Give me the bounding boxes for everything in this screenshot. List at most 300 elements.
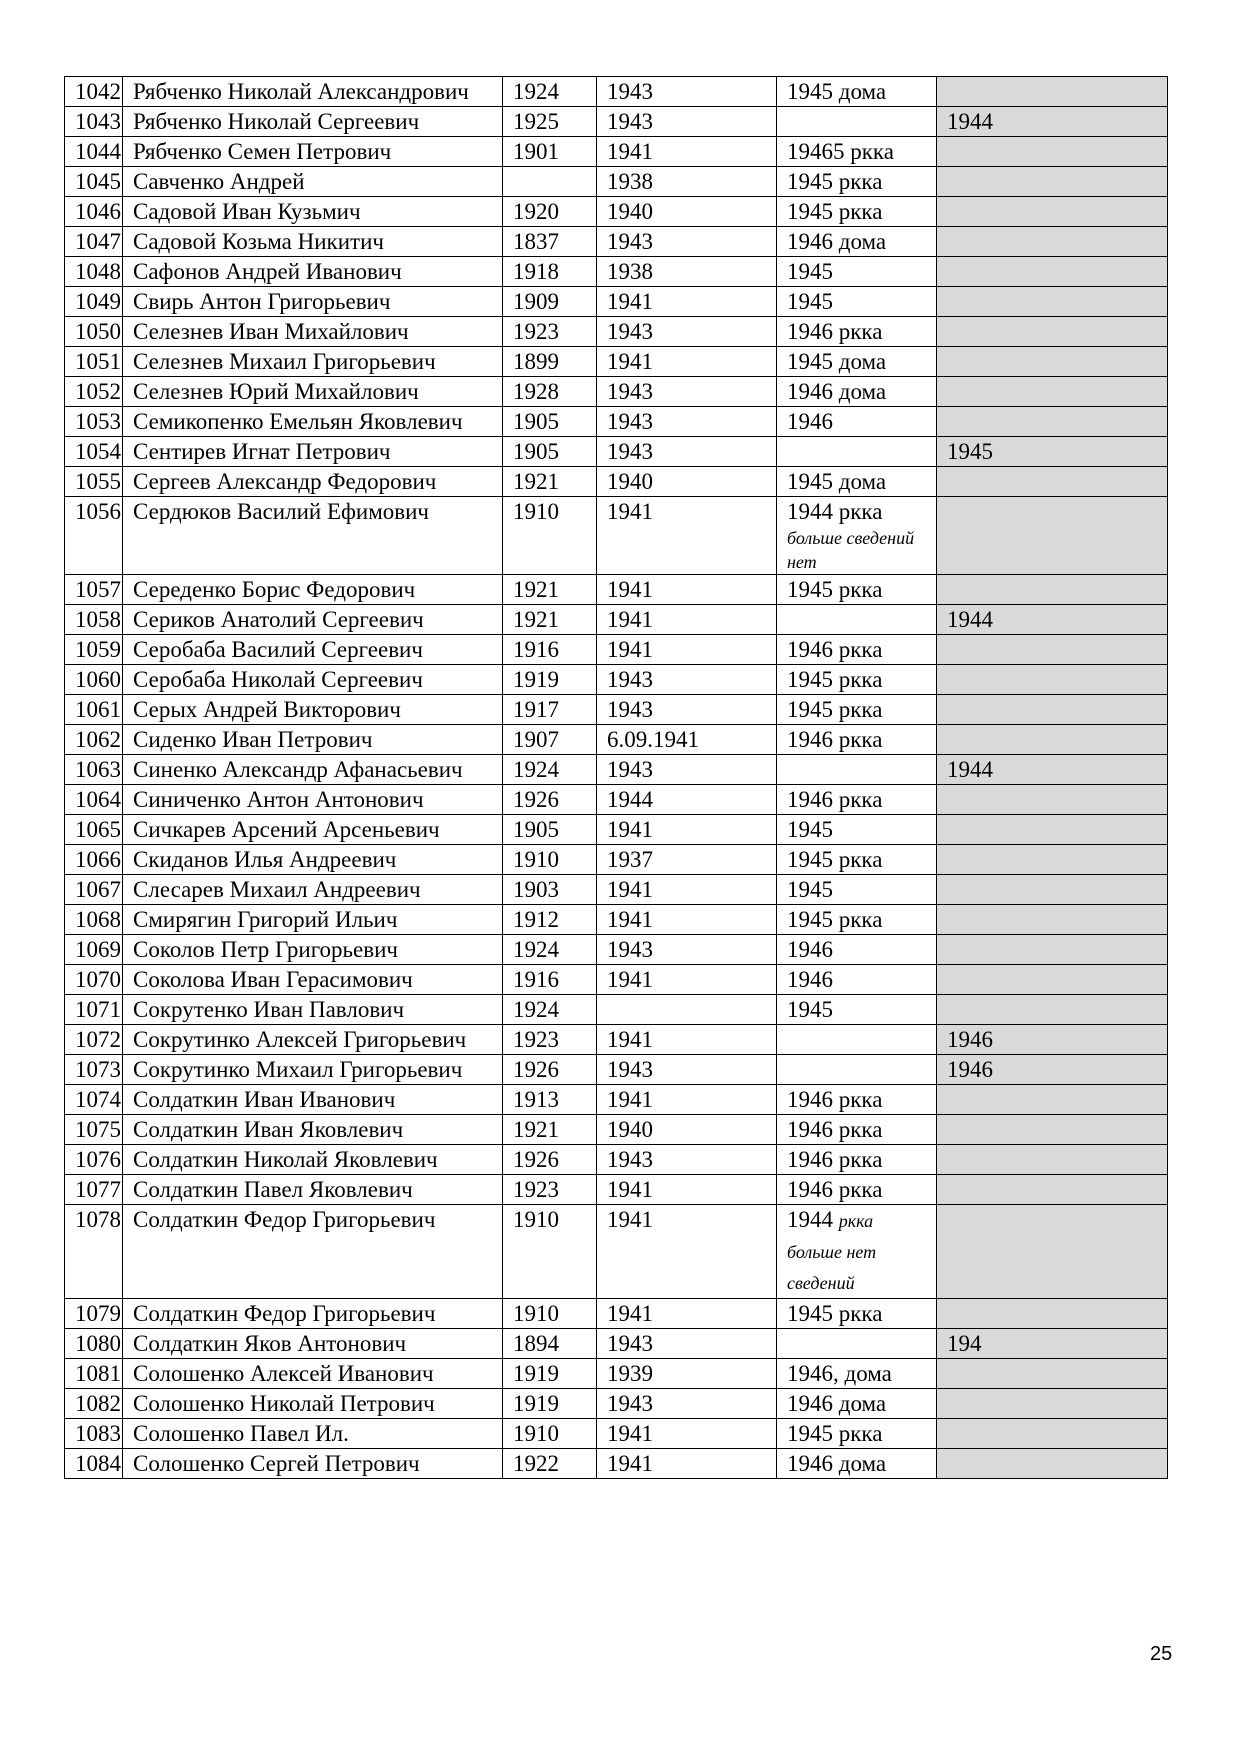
final-year	[937, 347, 1168, 377]
birth-year: 1912	[503, 905, 597, 935]
table-row	[65, 875, 1168, 905]
table-row	[65, 407, 1168, 437]
table-row	[65, 347, 1168, 377]
return-year: 1945	[787, 877, 833, 902]
final-year	[937, 1389, 1168, 1419]
return-info	[777, 665, 937, 695]
full-name: Солдаткин Федор Григорьевич	[123, 1205, 503, 1299]
return-info	[777, 1299, 937, 1329]
birth-year: 1909	[503, 287, 597, 317]
draft-year: 1941	[597, 1175, 777, 1205]
table-row	[65, 995, 1168, 1025]
return-info	[777, 257, 937, 287]
full-name: Селезнев Михаил Григорьевич	[123, 347, 503, 377]
record-number: 1060	[65, 665, 123, 695]
return-year: 1945	[787, 817, 833, 842]
birth-year: 1917	[503, 695, 597, 725]
record-number: 1047	[65, 227, 123, 257]
return-year: 1944 ркка	[787, 499, 883, 524]
draft-year: 1938	[597, 257, 777, 287]
record-number: 1080	[65, 1329, 123, 1359]
return-year: 1945 ркка	[787, 577, 883, 602]
return-info	[777, 167, 937, 197]
final-year	[937, 1145, 1168, 1175]
draft-year: 1941	[597, 905, 777, 935]
final-year	[937, 815, 1168, 845]
full-name: Солдаткин Павел Яковлевич	[123, 1175, 503, 1205]
draft-year: 1941	[597, 575, 777, 605]
final-year	[937, 1299, 1168, 1329]
draft-year: 1943	[597, 437, 777, 467]
birth-year: 1923	[503, 1025, 597, 1055]
record-number: 1059	[65, 635, 123, 665]
draft-year: 1943	[597, 1329, 777, 1359]
table-row	[65, 107, 1168, 137]
return-info	[777, 1419, 937, 1449]
final-year	[937, 1449, 1168, 1479]
return-info	[777, 437, 937, 467]
return-info	[777, 197, 937, 227]
records-table-body	[65, 77, 1168, 1479]
draft-year: 1941	[597, 635, 777, 665]
birth-year: 1910	[503, 845, 597, 875]
birth-year: 1922	[503, 1449, 597, 1479]
record-number: 1061	[65, 695, 123, 725]
return-info	[777, 287, 937, 317]
full-name: Солдаткин Федор Григорьевич	[123, 1299, 503, 1329]
final-year: 1946	[937, 1055, 1168, 1085]
return-year: 1946 ркка	[787, 1117, 883, 1142]
record-number: 1051	[65, 347, 123, 377]
return-info	[777, 1085, 937, 1115]
return-info	[777, 137, 937, 167]
record-number: 1042	[65, 77, 123, 107]
record-number: 1082	[65, 1389, 123, 1419]
full-name: Сиденко Иван Петрович	[123, 725, 503, 755]
return-info	[777, 347, 937, 377]
final-year	[937, 1359, 1168, 1389]
draft-year: 1939	[597, 1359, 777, 1389]
final-year	[937, 407, 1168, 437]
return-info	[777, 725, 937, 755]
full-name: Садовой Козьма Никитич	[123, 227, 503, 257]
draft-year: 1941	[597, 1449, 777, 1479]
birth-year: 1928	[503, 377, 597, 407]
full-name: Савченко Андрей	[123, 167, 503, 197]
draft-year: 1943	[597, 227, 777, 257]
record-number: 1053	[65, 407, 123, 437]
return-info	[777, 1359, 937, 1389]
draft-year: 1941	[597, 815, 777, 845]
return-info	[777, 407, 937, 437]
record-number: 1067	[65, 875, 123, 905]
draft-year	[597, 995, 777, 1025]
return-info	[777, 77, 937, 107]
draft-year: 1940	[597, 1115, 777, 1145]
return-info	[777, 1145, 937, 1175]
return-year: 1946 дома	[787, 229, 887, 254]
return-year: 1945	[787, 997, 833, 1022]
full-name: Солошенко Павел Ил.	[123, 1419, 503, 1449]
birth-year: 1921	[503, 1115, 597, 1145]
final-year	[937, 467, 1168, 497]
full-name: Сокрутинко Алексей Григорьевич	[123, 1025, 503, 1055]
final-year	[937, 965, 1168, 995]
final-year	[937, 845, 1168, 875]
record-number: 1065	[65, 815, 123, 845]
return-year: 1945 дома	[787, 79, 887, 104]
full-name: Рябченко Николай Сергеевич	[123, 107, 503, 137]
table-row	[65, 935, 1168, 965]
birth-year: 1926	[503, 1145, 597, 1175]
full-name: Сентирев Игнат Петрович	[123, 437, 503, 467]
draft-year: 1941	[597, 1025, 777, 1055]
final-year	[937, 575, 1168, 605]
return-note: ркка больше нет сведений	[787, 1211, 877, 1293]
birth-year: 1926	[503, 1055, 597, 1085]
draft-year: 1941	[597, 137, 777, 167]
return-year: 1946, дома	[787, 1361, 892, 1386]
final-year	[937, 665, 1168, 695]
table-row	[65, 1329, 1168, 1359]
table-row	[65, 1085, 1168, 1115]
table-row	[65, 725, 1168, 755]
table-row	[65, 1115, 1168, 1145]
return-info	[777, 377, 937, 407]
final-year	[937, 77, 1168, 107]
record-number: 1076	[65, 1145, 123, 1175]
record-number: 1078	[65, 1205, 123, 1299]
draft-year: 1943	[597, 107, 777, 137]
return-year: 1946 ркка	[787, 1147, 883, 1172]
final-year: 1946	[937, 1025, 1168, 1055]
return-info	[777, 845, 937, 875]
record-number: 1075	[65, 1115, 123, 1145]
draft-year: 1940	[597, 197, 777, 227]
birth-year: 1916	[503, 635, 597, 665]
record-number: 1043	[65, 107, 123, 137]
full-name: Сердюков Василий Ефимович	[123, 497, 503, 575]
birth-year: 1919	[503, 665, 597, 695]
draft-year: 1943	[597, 77, 777, 107]
full-name: Синиченко Антон Антонович	[123, 785, 503, 815]
return-year: 1945 дома	[787, 469, 887, 494]
full-name: Солдаткин Иван Яковлевич	[123, 1115, 503, 1145]
return-year: 19465 ркка	[787, 139, 894, 164]
final-year	[937, 995, 1168, 1025]
table-row	[65, 77, 1168, 107]
full-name: Серобаба Николай Сергеевич	[123, 665, 503, 695]
full-name: Солошенко Алексей Иванович	[123, 1359, 503, 1389]
final-year	[937, 935, 1168, 965]
table-row	[65, 755, 1168, 785]
draft-year: 1943	[597, 407, 777, 437]
return-info	[777, 107, 937, 137]
draft-year: 1943	[597, 755, 777, 785]
birth-year: 1905	[503, 437, 597, 467]
birth-year: 1926	[503, 785, 597, 815]
record-number: 1081	[65, 1359, 123, 1389]
return-year: 1945	[787, 289, 833, 314]
return-info	[777, 1329, 937, 1359]
draft-year: 1943	[597, 1145, 777, 1175]
return-year: 1946 ркка	[787, 1177, 883, 1202]
record-number: 1084	[65, 1449, 123, 1479]
full-name: Селезнев Иван Михайлович	[123, 317, 503, 347]
draft-year: 1941	[597, 965, 777, 995]
birth-year: 1921	[503, 575, 597, 605]
birth-year: 1913	[503, 1085, 597, 1115]
return-year: 1945 дома	[787, 349, 887, 374]
birth-year: 1924	[503, 77, 597, 107]
draft-year: 1941	[597, 287, 777, 317]
birth-year: 1837	[503, 227, 597, 257]
return-year: 1945 ркка	[787, 667, 883, 692]
draft-year: 6.09.1941	[597, 725, 777, 755]
table-row	[65, 1359, 1168, 1389]
table-row	[65, 845, 1168, 875]
full-name: Семикопенко Емельян Яковлевич	[123, 407, 503, 437]
final-year	[937, 695, 1168, 725]
birth-year: 1903	[503, 875, 597, 905]
return-info	[777, 497, 937, 575]
return-year: 1946 дома	[787, 1451, 887, 1476]
final-year	[937, 317, 1168, 347]
birth-year: 1910	[503, 497, 597, 575]
return-year: 1945 ркка	[787, 697, 883, 722]
full-name: Серых Андрей Викторович	[123, 695, 503, 725]
full-name: Солошенко Сергей Петрович	[123, 1449, 503, 1479]
table-row	[65, 965, 1168, 995]
full-name: Сокрутенко Иван Павлович	[123, 995, 503, 1025]
draft-year: 1943	[597, 1055, 777, 1085]
record-number: 1073	[65, 1055, 123, 1085]
table-row	[65, 905, 1168, 935]
final-year	[937, 257, 1168, 287]
birth-year: 1920	[503, 197, 597, 227]
full-name: Рябченко Семен Петрович	[123, 137, 503, 167]
birth-year: 1894	[503, 1329, 597, 1359]
return-year: 1945	[787, 259, 833, 284]
table-row	[65, 137, 1168, 167]
return-info	[777, 815, 937, 845]
draft-year: 1940	[597, 467, 777, 497]
record-number: 1052	[65, 377, 123, 407]
table-row	[65, 317, 1168, 347]
birth-year: 1907	[503, 725, 597, 755]
birth-year: 1924	[503, 935, 597, 965]
birth-year: 1924	[503, 755, 597, 785]
record-number: 1072	[65, 1025, 123, 1055]
return-year: 1945 ркка	[787, 199, 883, 224]
return-info	[777, 575, 937, 605]
return-year: 1946 дома	[787, 1391, 887, 1416]
full-name: Садовой Иван Кузьмич	[123, 197, 503, 227]
return-info	[777, 1025, 937, 1055]
full-name: Соколова Иван Герасимович	[123, 965, 503, 995]
full-name: Сокрутинко Михаил Григорьевич	[123, 1055, 503, 1085]
draft-year: 1941	[597, 1085, 777, 1115]
final-year	[937, 725, 1168, 755]
full-name: Соколов Петр Григорьевич	[123, 935, 503, 965]
birth-year: 1925	[503, 107, 597, 137]
final-year	[937, 167, 1168, 197]
draft-year: 1941	[597, 497, 777, 575]
full-name: Слесарев Михаил Андреевич	[123, 875, 503, 905]
return-year: 1945 ркка	[787, 847, 883, 872]
birth-year: 1910	[503, 1419, 597, 1449]
draft-year: 1937	[597, 845, 777, 875]
birth-year: 1919	[503, 1389, 597, 1419]
full-name: Сергеев Александр Федорович	[123, 467, 503, 497]
table-row	[65, 665, 1168, 695]
draft-year: 1941	[597, 1299, 777, 1329]
table-row	[65, 575, 1168, 605]
return-info	[777, 1115, 937, 1145]
birth-year: 1901	[503, 137, 597, 167]
return-year: 1946 ркка	[787, 727, 883, 752]
table-row	[65, 1145, 1168, 1175]
final-year	[937, 1175, 1168, 1205]
record-number: 1069	[65, 935, 123, 965]
records-table	[64, 76, 1168, 1479]
birth-year: 1919	[503, 1359, 597, 1389]
return-year: 1946	[787, 409, 833, 434]
return-info	[777, 905, 937, 935]
record-number: 1044	[65, 137, 123, 167]
record-number: 1079	[65, 1299, 123, 1329]
full-name: Середенко Борис Федорович	[123, 575, 503, 605]
table-row	[65, 815, 1168, 845]
record-number: 1045	[65, 167, 123, 197]
draft-year: 1938	[597, 167, 777, 197]
return-info	[777, 1205, 937, 1299]
return-year: 1944	[787, 1207, 833, 1232]
final-year	[937, 497, 1168, 575]
table-row	[65, 1205, 1168, 1299]
record-number: 1062	[65, 725, 123, 755]
return-info	[777, 995, 937, 1025]
return-year: 1945 ркка	[787, 169, 883, 194]
record-number: 1057	[65, 575, 123, 605]
return-year: 1945 ркка	[787, 907, 883, 932]
record-number: 1068	[65, 905, 123, 935]
draft-year: 1941	[597, 1419, 777, 1449]
return-year: 1946	[787, 937, 833, 962]
final-year	[937, 905, 1168, 935]
table-row	[65, 1419, 1168, 1449]
return-info	[777, 467, 937, 497]
final-year	[937, 1205, 1168, 1299]
draft-year: 1943	[597, 695, 777, 725]
final-year: 1944	[937, 755, 1168, 785]
table-row	[65, 635, 1168, 665]
birth-year: 1899	[503, 347, 597, 377]
final-year	[937, 227, 1168, 257]
return-note: больше сведений нет	[787, 528, 915, 572]
record-number: 1058	[65, 605, 123, 635]
record-number: 1071	[65, 995, 123, 1025]
return-info	[777, 1449, 937, 1479]
draft-year: 1944	[597, 785, 777, 815]
birth-year: 1923	[503, 1175, 597, 1205]
return-info	[777, 1175, 937, 1205]
final-year	[937, 287, 1168, 317]
birth-year: 1921	[503, 605, 597, 635]
full-name: Солдаткин Николай Яковлевич	[123, 1145, 503, 1175]
full-name: Смирягин Григорий Ильич	[123, 905, 503, 935]
draft-year: 1941	[597, 875, 777, 905]
full-name: Солдаткин Яков Антонович	[123, 1329, 503, 1359]
record-number: 1077	[65, 1175, 123, 1205]
draft-year: 1943	[597, 317, 777, 347]
return-year: 1945 ркка	[787, 1301, 883, 1326]
full-name: Селезнев Юрий Михайлович	[123, 377, 503, 407]
return-info	[777, 635, 937, 665]
return-info	[777, 605, 937, 635]
table-row	[65, 257, 1168, 287]
table-row	[65, 605, 1168, 635]
table-row	[65, 377, 1168, 407]
table-row	[65, 1299, 1168, 1329]
record-number: 1083	[65, 1419, 123, 1449]
return-year: 1946 дома	[787, 379, 887, 404]
draft-year: 1941	[597, 605, 777, 635]
final-year	[937, 1419, 1168, 1449]
record-number: 1056	[65, 497, 123, 575]
return-info	[777, 875, 937, 905]
record-number: 1055	[65, 467, 123, 497]
record-number: 1046	[65, 197, 123, 227]
return-year: 1946 ркка	[787, 787, 883, 812]
birth-year: 1910	[503, 1299, 597, 1329]
full-name: Рябченко Николай Александрович	[123, 77, 503, 107]
draft-year: 1943	[597, 377, 777, 407]
full-name: Скиданов Илья Андреевич	[123, 845, 503, 875]
record-number: 1066	[65, 845, 123, 875]
full-name: Синенко Александр Афанасьевич	[123, 755, 503, 785]
record-number: 1049	[65, 287, 123, 317]
full-name: Сафонов Андрей Иванович	[123, 257, 503, 287]
return-info	[777, 227, 937, 257]
return-info	[777, 317, 937, 347]
return-year: 1946 ркка	[787, 319, 883, 344]
full-name: Солошенко Николай Петрович	[123, 1389, 503, 1419]
table-row	[65, 1175, 1168, 1205]
return-info	[777, 695, 937, 725]
final-year	[937, 635, 1168, 665]
table-row	[65, 785, 1168, 815]
table-row	[65, 467, 1168, 497]
table-row	[65, 1025, 1168, 1055]
table-row	[65, 1389, 1168, 1419]
final-year	[937, 377, 1168, 407]
table-row	[65, 695, 1168, 725]
final-year	[937, 875, 1168, 905]
draft-year: 1943	[597, 935, 777, 965]
birth-year	[503, 167, 597, 197]
table-row	[65, 437, 1168, 467]
table-row	[65, 287, 1168, 317]
birth-year: 1916	[503, 965, 597, 995]
return-info	[777, 755, 937, 785]
draft-year: 1943	[597, 1389, 777, 1419]
record-number: 1048	[65, 257, 123, 287]
final-year: 1944	[937, 107, 1168, 137]
table-row	[65, 1055, 1168, 1085]
birth-year: 1921	[503, 467, 597, 497]
record-number: 1064	[65, 785, 123, 815]
